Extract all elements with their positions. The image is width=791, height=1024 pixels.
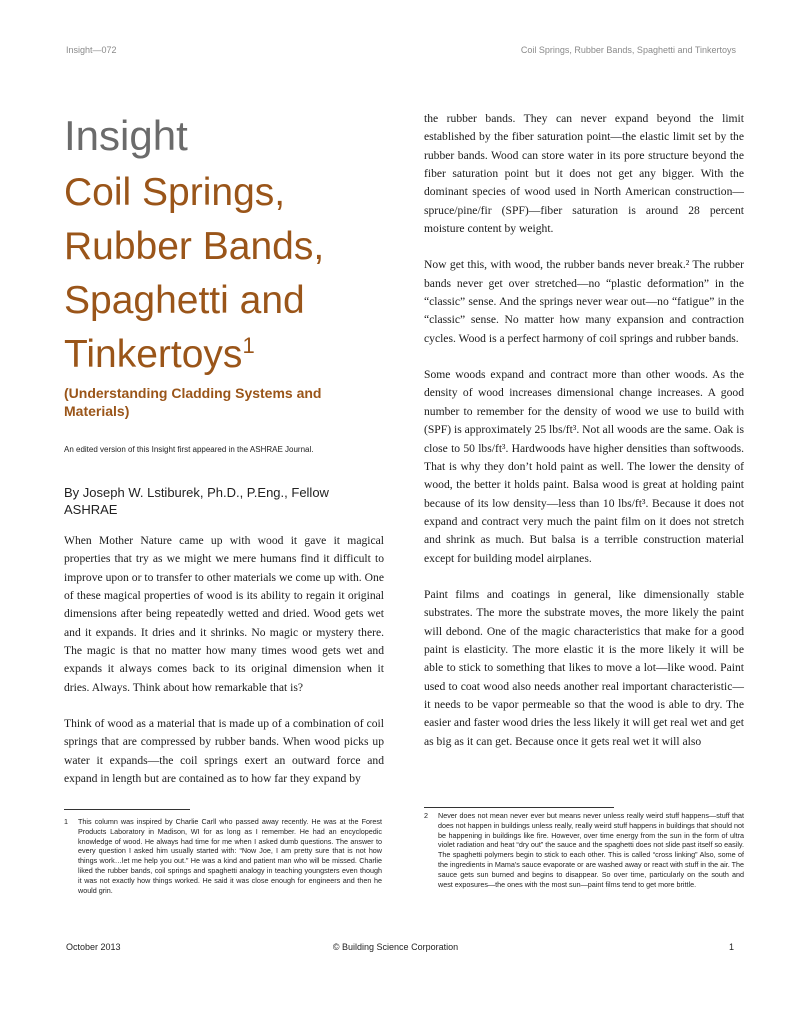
page-number: 1 bbox=[728, 942, 734, 952]
paragraph: Paint films and coatings in general, like dimensionally stable substrates. The more the substrate moves, the more likely the paint will debond. One of the magic characteristics that make for a good paint is elasticity. The more elastic it is the more likely it will be able to stick to something that likes to move a lot—like wood. Paint used to coat wood also needs another real important characteristic—it needs to be vapor permeable so that the wood is able to dry. The easier and faster wood dries the less likely it will get real wet and get as big as it can get. Because once it gets real wet it will also bbox=[424, 587, 745, 748]
running-header-right: Coil Springs, Rubber Bands, Spaghetti and Tinkertoys bbox=[520, 45, 736, 55]
footnote-divider bbox=[64, 809, 190, 810]
footnote-divider bbox=[424, 807, 614, 808]
footnote-number: 2 bbox=[424, 811, 428, 820]
right-column bbox=[424, 110, 744, 769]
paragraph: Some woods expand and contract more than other woods. As the density of wood increases dimensional change increases. A good number to remember for the density of wood we use to build with (SPF) is approximately 25 lbs/ft³. Not all woods are the same. Oak is close to 50 lbs/ft³. Hardwoods have higher densities than softwoods. That is why they don’t hold paint as well. The lower the density of wood, the better it holds paint. Balsa wood is great at holding paint because of its low density—less than 10 lbs/ft³. Because it does not expand and contract very much the paint film on it does not stretch and shrink as much. But balsa is a terrible construction material except for building model airplanes. bbox=[424, 368, 744, 565]
paragraph: When Mother Nature came up with wood it gave it magical properties that try as we might we mere humans find it difficult to improve upon or to transfer to other materials we come up with. One of these magical properties of wood is its ability to regain it original dimensions after being repeatedly wetted and dried. Wood gets wet and it expands. It dries and it shrinks. No magic or mystery there. The magic is that no matter how many times wood gets wet and expands it always comes back to its original dimension when it dries. Always. Think about how remarkable that is? bbox=[64, 534, 384, 694]
running-header-left: Insight—072 bbox=[66, 45, 117, 55]
footnote-2 bbox=[424, 811, 744, 889]
article-title bbox=[64, 166, 394, 382]
footer-copyright: © Building Science Corporation bbox=[332, 942, 459, 952]
footnote-number: 1 bbox=[64, 817, 68, 826]
footnote-text: Never does not mean never ever but means never unless really weird stuff happens—stuff that does not happen in buildings unless really, really weird stuff happens in buildings that should not be happening in buildings like fire. However, over time energy from the sun in the form of ultra violet radiation and heat “dry out” the sauce and the spaghetti does not slide past itself so easily. The spaghetti polymers begin to stick to each other. This is called “cross linking” Also, some of the ingredients in Mama’s sauce evaporate or are washed away or react with stuff in the air. The sauce gets sun burned and begins to disappear. So over time, particularly on the south and west exposures—the ones with the most sun—paint films tend to get more brittle. bbox=[438, 811, 744, 889]
paragraph: Now get this, with wood, the rubber bands never break.² The rubber bands never get over stretched—no “plastic deformation” in the “classic” sense. And the springs never wear out—no “fatigue” in the “classic” sense. No matter how many expansion and contraction cycles. Wood is a perfect harmony of coil springs and rubber bands. bbox=[424, 258, 744, 345]
left-column bbox=[64, 532, 384, 806]
series-title: Insight bbox=[64, 112, 188, 159]
article-title-text: Coil Springs, Rubber Bands, Spaghetti and Tinkertoys bbox=[64, 171, 325, 376]
paragraph: Think of wood as a material that is made up of a combination of coil springs that are compressed by rubber bands. When wood picks up water it expands—the coil springs exert an outward force and expand in length but are contained as to how far they expand by bbox=[64, 717, 384, 786]
footer-date: October 2013 bbox=[66, 942, 121, 952]
footnote-1 bbox=[64, 817, 382, 895]
title-footnote-ref: 1 bbox=[242, 333, 255, 358]
article-subtitle: (Understanding Cladding Systems and Materials) bbox=[64, 385, 322, 419]
edited-version-note: An edited version of this Insight first appeared in the ASHRAE Journal. bbox=[64, 445, 314, 454]
paragraph: the rubber bands. They can never expand beyond the limit established by the fiber saturation point—the elastic limit set by the rubber bands. Wood can store water in its pore structure beyond the fiber saturation point but it does not get any bigger. With the dominant species of wood used in North American construction—spruce/pine/fir (SPF)—fiber saturation is around 28 percent moisture content by weight. bbox=[424, 112, 744, 236]
footnote-text: This column was inspired by Charlie Carll who passed away recently. He was at the Forest Products Laboratory in Madison, WI for as long as I remember. He had an encyclopedic knowledge of wood. He always had time for me when I asked dumb questions. The answer to every question I asked him usually started with: “Now Joe, I am pretty sure that is not how things work…let me help you out.” He was a kind and patient man who will be missed. Charlie liked the rubber bands, coil springs and spaghetti analogy in teaching youngsters even though it was not exactly how things worked. He said it was close enough for engineers and then he would grin. bbox=[78, 817, 382, 895]
byline: By Joseph W. Lstiburek, Ph.D., P.Eng., Fellow ASHRAE bbox=[64, 485, 329, 517]
